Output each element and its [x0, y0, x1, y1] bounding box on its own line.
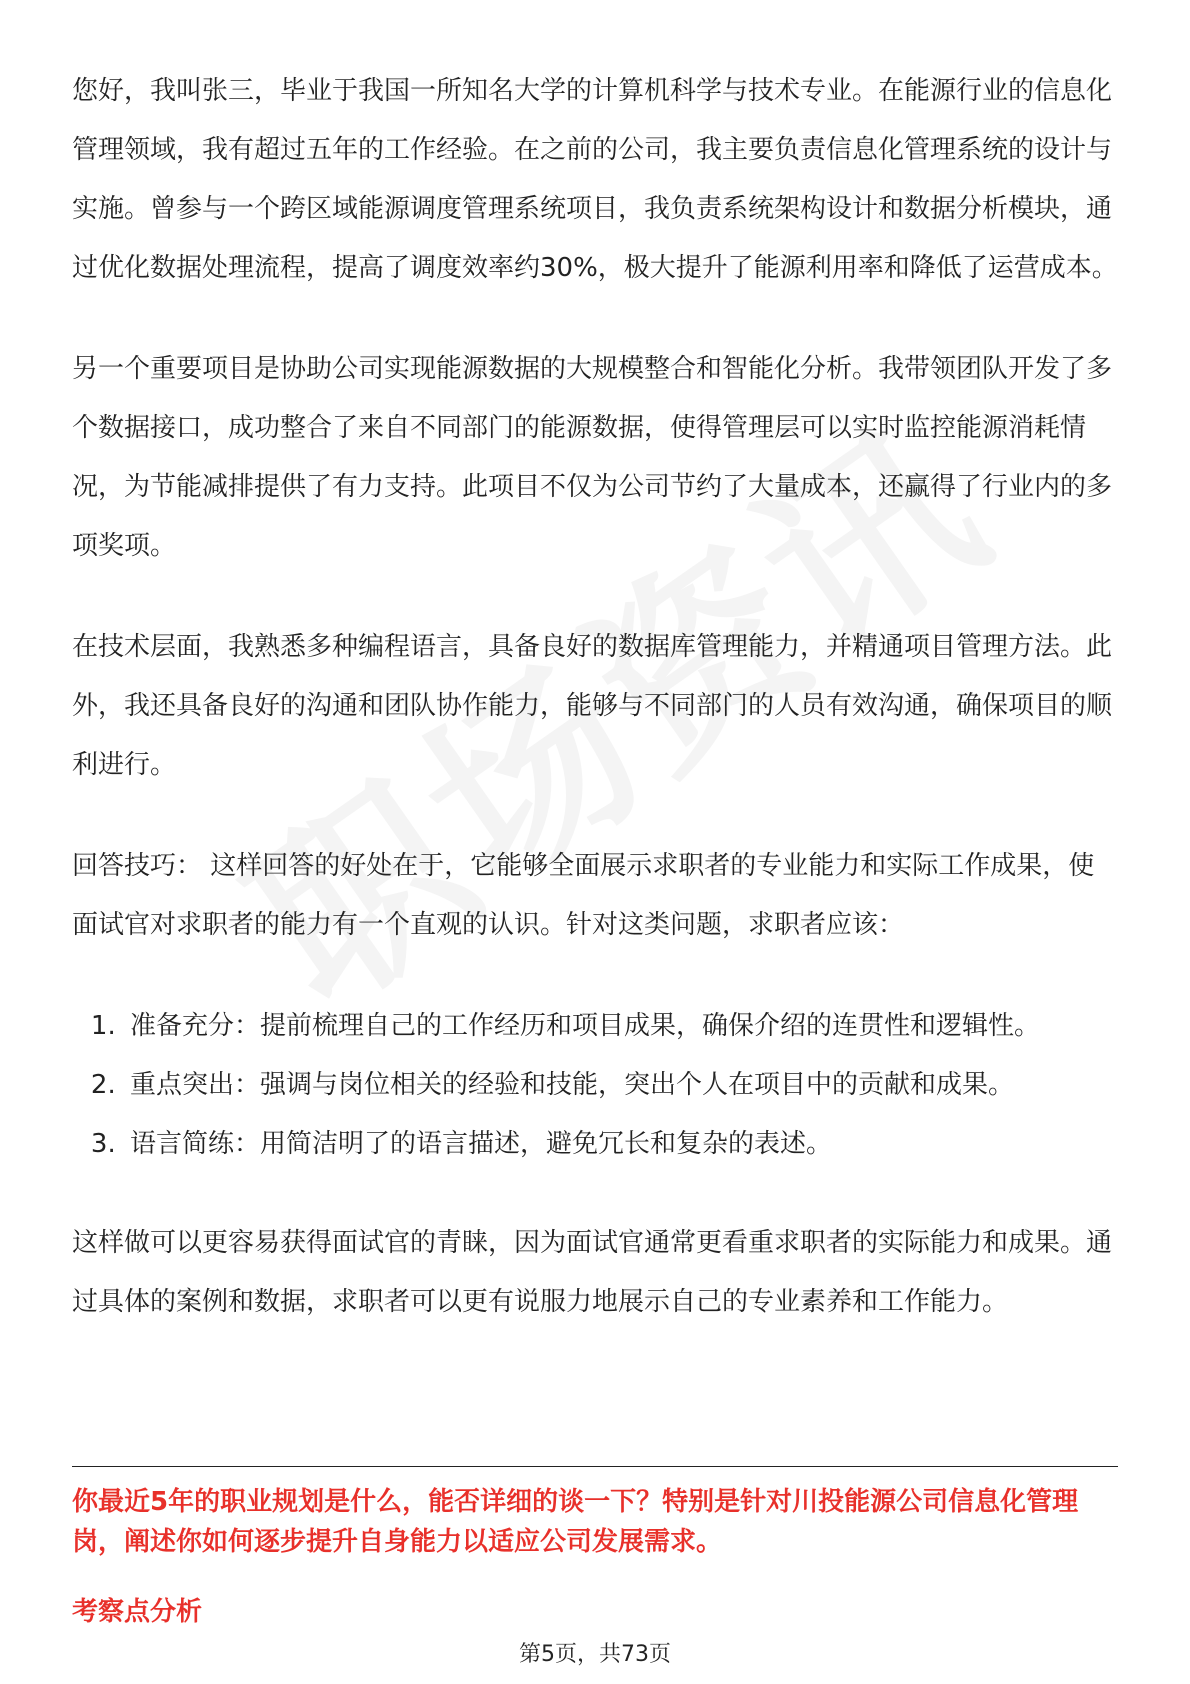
list-item: 2. 重点突出：强调与岗位相关的经验和技能，突出个人在项目中的贡献和成果。: [124, 1056, 1118, 1115]
paragraph-skills: 在技术层面，我熟悉多种编程语言，具备良好的数据库管理能力，并精通项目管理方法。此外，我还具备良好的沟通和团队协作能力，能够与不同部门的人员有效沟通，确保项目的顺利进行。: [72, 632, 1113, 780]
tips-list: [72, 997, 1118, 1174]
list-item: 1. 准备充分：提前梳理自己的工作经历和项目成果，确保介绍的连贯性和逻辑性。: [124, 997, 1118, 1056]
paragraph-project: 另一个重要项目是协助公司实现能源数据的大规模整合和智能化分析。我带领团队开发了多个数据接口，成功整合了来自不同部门的能源数据，使得管理层可以实时监控能源消耗情况，为节能减排提供了有力支持。此项目不仅为公司节约了大量成本，还赢得了行业内的多项奖项。: [72, 354, 1113, 561]
paragraph-answer-tips: 回答技巧： 这样回答的好处在于，它能够全面展示求职者的专业能力和实际工作成果，使面试官对求职者的能力有一个直观的认识。针对这类问题，求职者应该：: [72, 851, 1095, 940]
paragraph-intro: 您好，我叫张三，毕业于我国一所知名大学的计算机科学与技术专业。在能源行业的信息化管理领域，我有超过五年的工作经验。在之前的公司，我主要负责信息化管理系统的设计与实施。曾参与一个跨区域能源调度管理系统项目，我负责系统架构设计和数据分析模块，通过优化数据处理流程，提高了调度效率约30%，极大提升了能源利用率和降低了运营成本。: [72, 76, 1118, 283]
list-item: 3. 语言简练：用简洁明了的语言描述，避免冗长和复杂的表述。: [124, 1115, 1118, 1174]
analysis-heading: 考察点分析: [72, 1597, 203, 1627]
interview-question: 你最近5年的职业规划是什么，能否详细的谈一下？特别是针对川投能源公司信息化管理岗，阐述你如何逐步提升自身能力以适应公司发展需求。: [72, 1487, 1079, 1557]
page-number: 第5页，共73页: [519, 1642, 671, 1667]
section-divider: [72, 1466, 1118, 1467]
paragraph-closing: 这样做可以更容易获得面试官的青睐，因为面试官通常更看重求职者的实际能力和成果。通过具体的案例和数据，求职者可以更有说服力地展示自己的专业素养和工作能力。: [72, 1228, 1113, 1317]
document-body: [72, 62, 1118, 1374]
